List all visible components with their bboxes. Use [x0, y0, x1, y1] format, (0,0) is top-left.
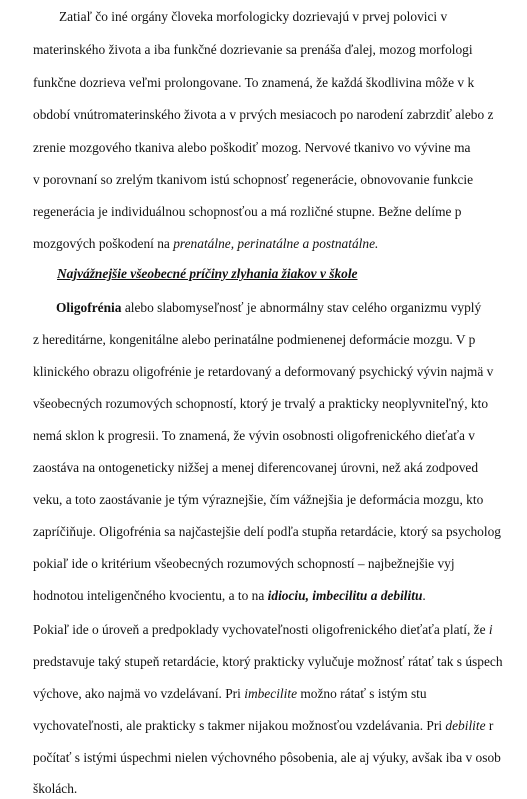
paragraph2-line-7: veku, a toto zaostávanie je tým výraznejšie, čím vážnejšia je deformácia mozgu, kto [33, 492, 484, 507]
paragraph3-line-3 [33, 686, 427, 702]
paragraph2-line-1-text: alebo slabomyseľnosť je abnormálny stav celého organizmu vyplý [121, 300, 482, 315]
paragraph1-line-4: období vnútromaterinského života a v prvých mesiacoch po narodení zabrzdiť alebo z [33, 107, 494, 122]
paragraph2-line-3: klinického obrazu oligofrénie je retardovaný a deformovaný psychický vývin najmä v [33, 364, 494, 379]
paragraph3-line-3-text: výchove, ako najmä vo vzdelávaní. Pri [33, 686, 245, 701]
oligofrenia-term: Oligofrénia [56, 300, 122, 315]
paragraph3-line-5: počítať s istými úspechmi nielen výchovného pôsobenia, ale aj výuky, avšak iba v osob [33, 750, 501, 765]
paragraph3-line-1 [33, 622, 493, 638]
paragraph3-line-3-suffix: možno rátať s istým stu [297, 686, 427, 701]
paragraph2-last-bold-italic: idiociu, imbecilitu a debilitu [267, 588, 423, 603]
paragraph2-last-text: hodnotou inteligenčného kvocientu, a to na [33, 588, 268, 603]
debilita-term: debilite [445, 718, 486, 733]
paragraph3-line-4-suffix: r [485, 718, 494, 733]
paragraph1-line-1: Zatiaľ čo iné orgány človeka morfologicky dozrievajú v prvej polovici v [59, 9, 448, 24]
paragraph3-line-4 [33, 718, 493, 734]
paragraph2-line-10 [33, 588, 426, 604]
paragraph1-line-2: materinského života a iba funkčné dozrievanie sa prenáša ďalej, mozog morfologi [33, 42, 473, 57]
paragraph3-line-4-text: vychovateľnosti, ale prakticky s takmer nijakou možnosťou vzdelávania. Pri [33, 718, 446, 733]
imbecilita-term: imbecilite [244, 686, 298, 701]
paragraph1-line-5: zrenie mozgového tkaniva alebo poškodiť mozog. Nervové tkanivo vo vývine ma [33, 140, 471, 155]
paragraph2-line-6: zaostáva na ontogeneticky nižšej a menej diferencovanej úrovni, než aká zodpoved [33, 460, 479, 475]
paragraph1-line-6: v porovnaní so zrelým tkanivom istú schopnosť regenerácie, obnovovanie funkcie [33, 172, 474, 187]
paragraph2-line-4: všeobecných rozumových schopností, ktorý je trvalý a prakticky neoplyvniteľný, kto [33, 396, 489, 411]
paragraph1-line-3: funkčne dozrieva veľmi prolongovane. To znamená, že každá škodlivina môže v k [33, 75, 475, 90]
section-heading: Najvážnejšie všeobecné príčiny zlyhania žiakov v škole [57, 266, 358, 281]
paragraph1-last-text: mozgových poškodení na [33, 236, 174, 251]
paragraph2-line-5: nemá sklon k progresii. To znamená, že vývin osobnosti oligofrenického dieťaťa v [33, 428, 475, 443]
paragraph3-line-6: školách. [33, 781, 78, 796]
paragraph1-line-8 [33, 236, 378, 252]
paragraph3-line-2: predstavuje taký stupeň retardácie, ktorý prakticky vylučuje možnosť rátať tak s úspech [33, 654, 503, 669]
paragraph2-line-1 [56, 300, 481, 316]
paragraph2-last-suffix: . [422, 588, 426, 603]
paragraph1-last-italic: prenatálne, perinatálne a postnatálne. [173, 236, 379, 251]
paragraph3-line-1-italic: i [488, 622, 493, 637]
paragraph2-line-2: z hereditárne, kongenitálne alebo perinatálne podmienenej deformácie mozgu. V p [33, 332, 476, 347]
paragraph1-line-7: regenerácia je individuálnou schopnosťou a má rozličné stupne. Bežne delíme p [33, 204, 462, 219]
paragraph2-line-8: zapríčiňuje. Oligofrénia sa najčastejšie delí podľa stupňa retardácie, ktorý sa psycholog [33, 524, 501, 539]
paragraph2-line-9: pokiaľ ide o kritérium všeobecných rozumových schopností – najbežnejšie vyj [33, 556, 455, 571]
paragraph3-line-1-text: Pokiaľ ide o úroveň a predpoklady vychovateľnosti oligofrenického dieťaťa platí, že [33, 622, 489, 637]
